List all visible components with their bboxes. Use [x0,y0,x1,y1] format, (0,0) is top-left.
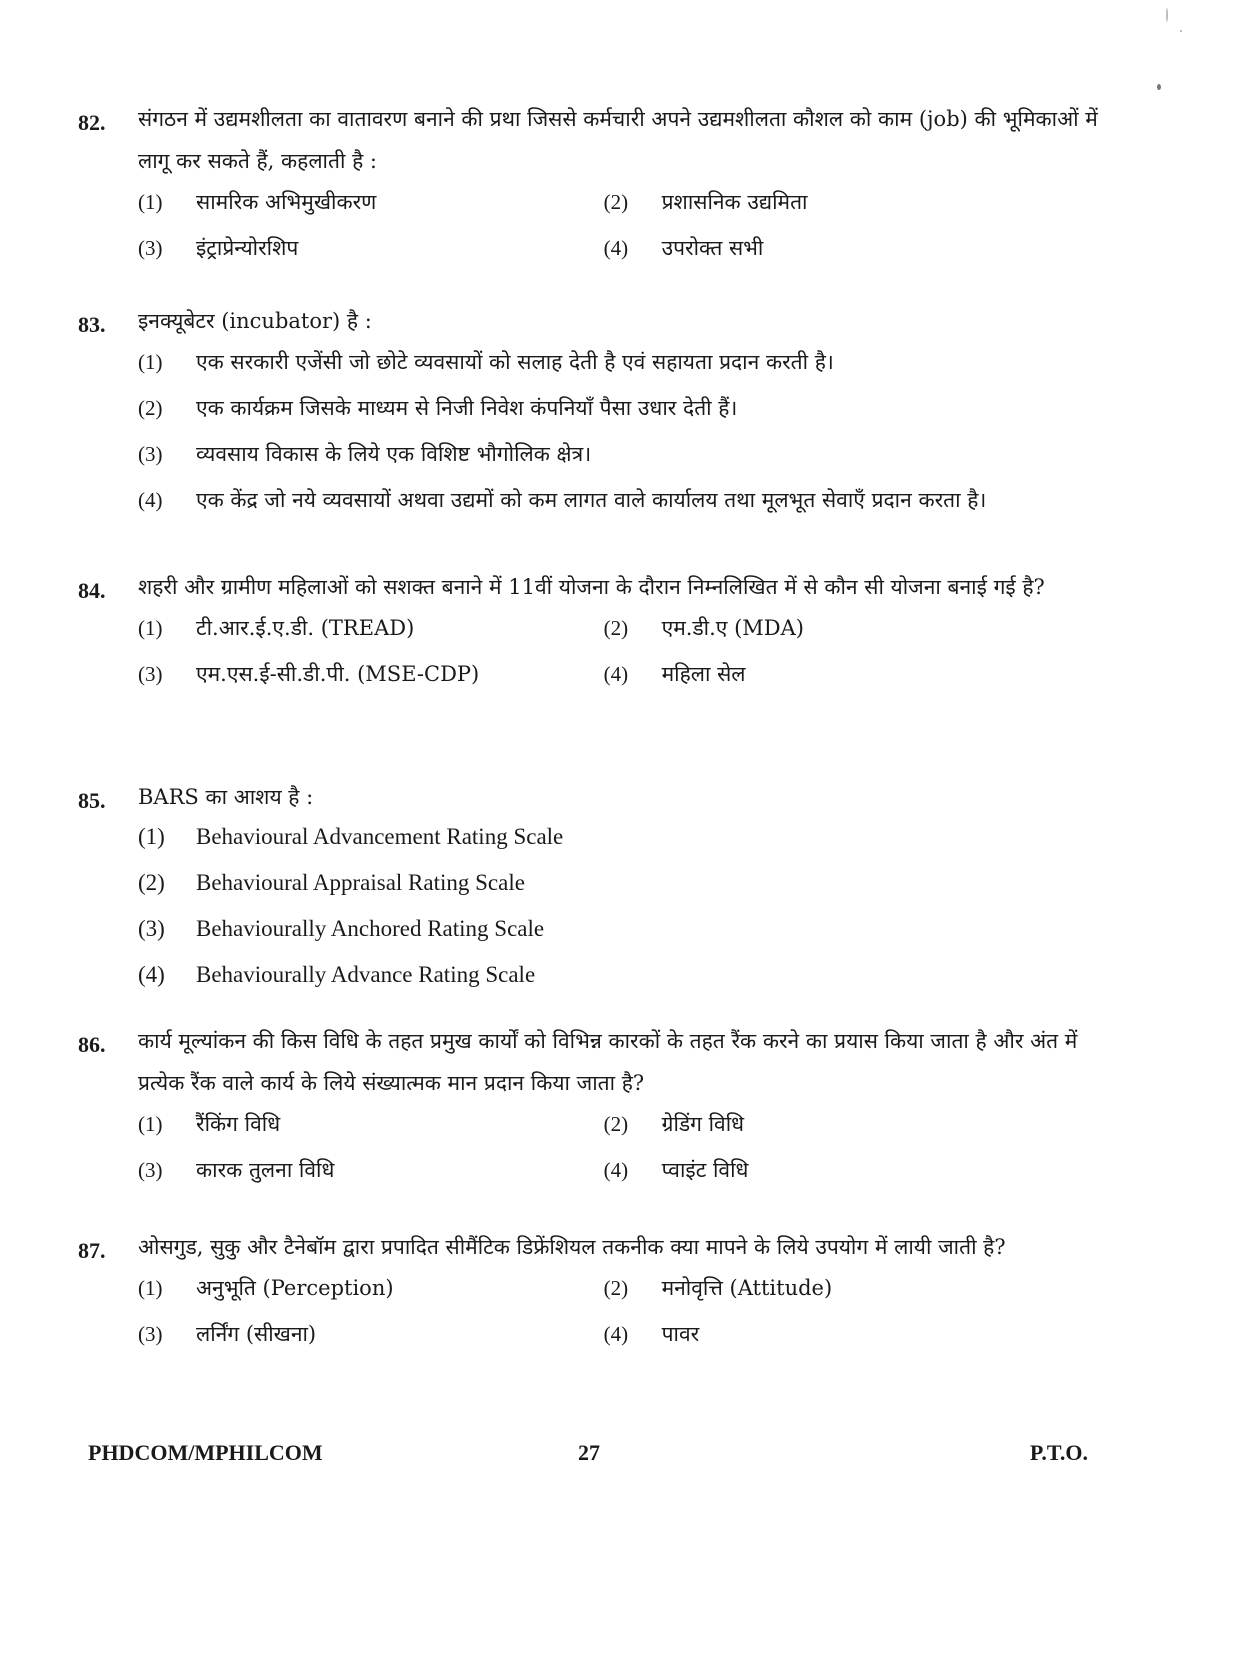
option-number: (3) [138,236,163,260]
option-text: एम.एस.ई-सी.डी.पी. (MSE-CDP) [196,662,480,686]
option-number: (3) [138,662,163,686]
option [604,1110,1070,1156]
option [138,1274,604,1320]
scan-speck [1166,8,1168,22]
option-number: (4) [603,1322,629,1346]
option-text: लर्निंग (सीखना) [196,1322,317,1346]
option-text: Behaviourally Advance Rating Scale [196,962,536,987]
option-text: इंट्राप्रेन्योरशिप [196,236,299,260]
option [604,188,1070,234]
options [138,1274,1108,1366]
option [604,1320,1070,1366]
option [604,1274,1070,1320]
option [604,234,1070,280]
option-number: (4) [603,236,629,260]
scan-speck [1157,84,1161,90]
option [138,824,1108,870]
options [138,824,1108,1008]
question-82 [78,98,1108,280]
option-text: रैंकिंग विधि [196,1112,281,1136]
options [138,188,1108,280]
option-number: (2) [138,870,165,895]
option [604,614,1070,660]
option-number: (1) [138,190,163,214]
question-83 [78,300,1108,532]
question-text: ओसगुड, सुकु और टैनेबॉम द्वारा प्रपादित सीमैंटिक डिफ्रेंशियल तकनीक क्या मापने के लिये उपयोग में लायी जाती है? [138,1235,1006,1259]
page-number: 27 [578,1440,600,1465]
pto-label: P.T.O. [1029,1440,1088,1465]
option [138,440,1108,486]
option [138,394,1108,440]
scan-speck [1180,30,1182,32]
option-text: प्वाइंट विधि [661,1158,749,1182]
option-number: (3) [138,1158,163,1182]
question-number: 85. [78,788,106,813]
option-text: महिला सेल [661,662,746,686]
options [138,348,1108,532]
option-number: (4) [603,1158,629,1182]
paper-code: PHDCOM/MPHILCOM [88,1440,323,1465]
option [138,660,604,706]
option-number: (1) [138,824,165,849]
option [138,234,604,280]
option-number: (3) [138,442,163,466]
option-number: (1) [138,1112,163,1136]
option-text: पावर [661,1322,700,1346]
question-84 [78,566,1108,706]
option-number: (2) [603,1112,629,1136]
option-text: उपरोक्त सभी [661,236,764,260]
option-number: (2) [603,616,629,640]
option-number: (3) [138,1322,163,1346]
option-text: कारक तुलना विधि [196,1158,335,1182]
option-text: Behavioural Advancement Rating Scale [196,824,564,849]
option-text: मनोवृत्ति (Attitude) [661,1276,833,1300]
option-number: (2) [138,396,163,420]
option-number: (1) [138,616,163,640]
option-text: एम.डी.ए (MDA) [661,616,804,640]
option-number: (2) [603,1276,629,1300]
question-87 [78,1226,1108,1366]
option [138,962,1108,1008]
question-number: 87. [78,1238,106,1263]
option-number: (3) [138,916,165,941]
option [138,486,1108,532]
option-number: (4) [603,662,629,686]
question-number: 83. [78,312,106,337]
option-number: (4) [138,488,163,512]
question-text: कार्य मूल्यांकन की किस विधि के तहत प्रमुख कार्यों को विभिन्न कारकों के तहत रैंक करने का प्रयास किया जाता है और अंत में प्रत्येक रैंक वाले कार्य के लिये संख्यात्मक मान प्रदान किया जाता है? [138,1029,1078,1095]
options [138,614,1108,706]
option [604,660,1070,706]
option [138,1110,604,1156]
option-number: (1) [138,1276,163,1300]
question-text: इनक्यूबेटर (incubator) है : [138,309,372,333]
option-number: (1) [138,350,163,374]
option-text: अनुभूति (Perception) [196,1276,394,1300]
option-text: एक सरकारी एजेंसी जो छोटे व्यवसायों को सलाह देती है एवं सहायता प्रदान करती है। [196,350,834,374]
question-85 [78,776,1108,1008]
option-text: Behaviourally Anchored Rating Scale [196,916,545,941]
question-number: 82. [78,110,106,135]
option [604,1156,1070,1202]
options [138,1110,1108,1202]
question-86 [78,1020,1108,1202]
option-text: प्रशासनिक उद्यमिता [661,190,808,214]
question-number: 84. [78,578,106,603]
option-text: सामरिक अभिमुखीकरण [196,190,377,214]
option-text: टी.आर.ई.ए.डी. (TREAD) [196,616,415,640]
option [138,1320,604,1366]
question-text: संगठन में उद्यमशीलता का वातावरण बनाने की प्रथा जिससे कर्मचारी अपने उद्यमशीलता कौशल को काम (job) की भूमिकाओं में लागू कर सकते हैं, कहलाती है : [138,107,1098,173]
option-number: (2) [603,190,629,214]
option [138,870,1108,916]
option-text: ग्रेडिंग विधि [661,1112,745,1136]
option [138,614,604,660]
question-text: BARS का आशय है : [138,785,314,809]
option-text: व्यवसाय विकास के लिये एक विशिष्ट भौगोलिक क्षेत्र। [196,442,592,466]
question-text: शहरी और ग्रामीण महिलाओं को सशक्त बनाने में 11वीं योजना के दौरान निम्नलिखित में से कौन सी योजना बनाई गई है? [138,575,1045,599]
option [138,1156,604,1202]
option-text: एक कार्यक्रम जिसके माध्यम से निजी निवेश कंपनियाँ पैसा उधार देती हैं। [196,396,738,420]
option-text: एक केंद्र जो नये व्यवसायों अथवा उद्यमों को कम लागत वाले कार्यालय तथा मूलभूत सेवाएँ प्रदान करता है। [196,488,987,512]
option-text: Behavioural Appraisal Rating Scale [196,870,525,895]
option [138,348,1108,394]
option-number: (4) [138,962,165,987]
option [138,916,1108,962]
option [138,188,604,234]
question-number: 86. [78,1032,106,1057]
